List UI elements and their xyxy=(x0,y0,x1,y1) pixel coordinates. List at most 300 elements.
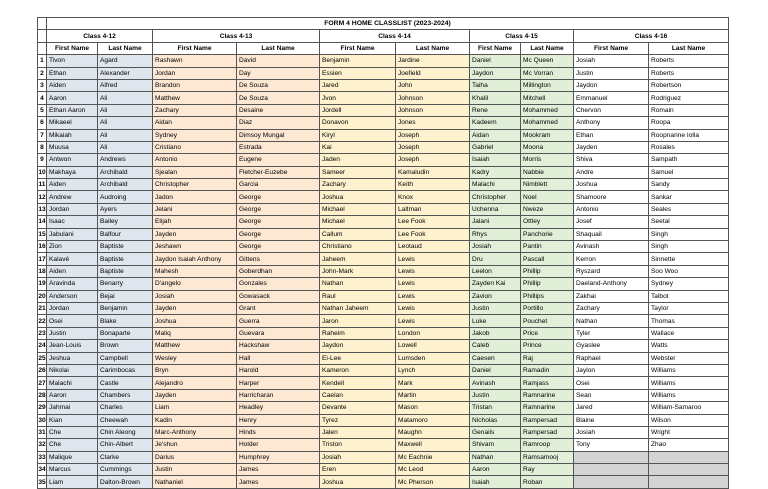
last-name-cell: Wilson xyxy=(649,414,729,426)
first-name-cell: Jean-Louis xyxy=(47,340,98,352)
last-name-cell: Sampath xyxy=(649,154,729,166)
last-name-cell: George xyxy=(237,203,320,215)
first-name-cell: Rene xyxy=(470,104,521,116)
first-name-cell: Jalen xyxy=(320,426,396,438)
first-name-cell: Aaron xyxy=(47,389,98,401)
last-name-cell: Joseph xyxy=(396,129,470,141)
last-name-cell: Noel xyxy=(521,191,574,203)
first-name-cell: Justin xyxy=(153,464,237,476)
empty-cell xyxy=(574,476,649,488)
row-number: 18 xyxy=(38,265,47,277)
last-name-cell: Mc Eachnie xyxy=(396,451,470,463)
first-name-cell: Joshua xyxy=(574,179,649,191)
last-name-cell: Ali xyxy=(98,129,153,141)
corner-cell xyxy=(38,42,47,54)
last-name-cell: Keith xyxy=(396,179,470,191)
first-name-cell: Jaydon xyxy=(320,340,396,352)
first-name-cell: Daeland-Anthony xyxy=(574,278,649,290)
last-name-cell: Roopa xyxy=(649,117,729,129)
last-name-cell: George xyxy=(237,241,320,253)
first-name-cell: Justin xyxy=(470,302,521,314)
first-name-cell: Triston xyxy=(320,439,396,451)
last-name-cell: Martin xyxy=(396,389,470,401)
first-name-cell: Aiden xyxy=(47,79,98,91)
first-name-cell: Leelon xyxy=(470,265,521,277)
first-name-cell: Nikolai xyxy=(47,364,98,376)
last-name-cell: Dimsoy Mungal xyxy=(237,129,320,141)
row-number: 30 xyxy=(38,414,47,426)
last-name-cell: Gonzales xyxy=(237,278,320,290)
last-name-cell: Joseph xyxy=(396,154,470,166)
last-name-cell: Matamoro xyxy=(396,414,470,426)
first-name-cell: Liam xyxy=(47,476,98,488)
last-name-cell: Sankar xyxy=(649,191,729,203)
table-row xyxy=(38,141,729,153)
first-name-cell: Jordan xyxy=(47,203,98,215)
last-name-cell: Price xyxy=(521,327,574,339)
first-name-cell: Taiha xyxy=(470,79,521,91)
table-row xyxy=(38,253,729,265)
table-row xyxy=(38,352,729,364)
first-name-cell: Gabriel xyxy=(470,141,521,153)
first-name-cell: Josiah xyxy=(320,451,396,463)
first-name-cell: Matthew xyxy=(153,340,237,352)
first-name-cell: Avinash xyxy=(470,377,521,389)
first-name-cell: Joshua xyxy=(320,476,396,488)
first-name-cell: Isaiah xyxy=(470,476,521,488)
last-name-cell: Chin Aleong xyxy=(98,426,153,438)
first-name-header: First Name xyxy=(153,42,237,54)
last-name-cell: Andrews xyxy=(98,154,153,166)
first-name-cell: Zachary xyxy=(153,104,237,116)
last-name-cell: Mason xyxy=(396,402,470,414)
last-name-cell: Leotaud xyxy=(396,241,470,253)
first-name-cell: Nicholas xyxy=(470,414,521,426)
last-name-cell: Archibald xyxy=(98,166,153,178)
last-name-cell: Archibald xyxy=(98,179,153,191)
first-name-cell: Josiah xyxy=(574,426,649,438)
first-name-cell: Elijah xyxy=(153,216,237,228)
last-name-cell: Castle xyxy=(98,377,153,389)
last-name-cell: Gowasack xyxy=(237,290,320,302)
last-name-cell: Ali xyxy=(98,104,153,116)
last-name-cell: Singh xyxy=(649,228,729,240)
first-name-cell: Christiano xyxy=(320,241,396,253)
first-name-cell: Jaheem xyxy=(320,253,396,265)
first-name-cell: Dru xyxy=(470,253,521,265)
first-name-cell: Isaiah xyxy=(470,154,521,166)
table-row xyxy=(38,55,729,67)
table-row xyxy=(38,315,729,327)
row-number: 22 xyxy=(38,315,47,327)
first-name-cell: Sydney xyxy=(153,129,237,141)
last-name-cell: Williams xyxy=(649,377,729,389)
first-name-cell: Kalavé xyxy=(47,253,98,265)
last-name-cell: Mc Queen xyxy=(521,55,574,67)
last-name-cell: Zhao xyxy=(649,439,729,451)
last-name-cell: Rampersad xyxy=(521,426,574,438)
last-name-cell: Ottley xyxy=(521,216,574,228)
first-name-cell: Kian xyxy=(47,414,98,426)
row-number: 19 xyxy=(38,278,47,290)
first-name-cell: Jabulani xyxy=(47,228,98,240)
row-number: 29 xyxy=(38,402,47,414)
first-name-cell: Jaron xyxy=(320,315,396,327)
last-name-cell: Holder xyxy=(237,439,320,451)
empty-cell xyxy=(574,464,649,476)
first-name-cell: Che xyxy=(47,426,98,438)
last-name-cell: Chambers xyxy=(98,389,153,401)
first-name-cell: Nathan xyxy=(574,315,649,327)
first-name-cell: Kerron xyxy=(574,253,649,265)
first-name-cell: Genaiis xyxy=(470,426,521,438)
first-name-cell: Ethan Aaron xyxy=(47,104,98,116)
last-name-cell: Watts xyxy=(649,340,729,352)
table-row xyxy=(38,104,729,116)
last-name-cell: Johnson xyxy=(396,104,470,116)
last-name-cell: Ramnarine xyxy=(521,402,574,414)
table-row xyxy=(38,241,729,253)
last-name-cell: Hinds xyxy=(237,426,320,438)
last-name-cell: Goberdhan xyxy=(237,265,320,277)
first-name-header: First Name xyxy=(320,42,396,54)
last-name-cell: Morris xyxy=(521,154,574,166)
table-row xyxy=(38,327,729,339)
first-name-cell: Zayden Kai xyxy=(470,278,521,290)
first-name-cell: Benjamin xyxy=(320,55,396,67)
table-row xyxy=(38,166,729,178)
first-name-cell: Isaac xyxy=(47,216,98,228)
table-row xyxy=(38,228,729,240)
row-number: 5 xyxy=(38,104,47,116)
first-name-cell: Luke xyxy=(470,315,521,327)
first-name-cell: Caleb xyxy=(470,340,521,352)
first-name-cell: Michael xyxy=(320,216,396,228)
first-name-cell: Kameron xyxy=(320,364,396,376)
last-name-header: Last Name xyxy=(396,42,470,54)
last-name-cell: Bonaparte xyxy=(98,327,153,339)
first-name-cell: Aidan xyxy=(153,117,237,129)
table-row xyxy=(38,439,729,451)
first-name-cell: Anderson xyxy=(47,290,98,302)
first-name-cell: Joshua xyxy=(153,315,237,327)
first-name-cell: Tyler xyxy=(574,327,649,339)
last-name-cell: Ramnarine xyxy=(521,389,574,401)
first-name-cell: Kiryl xyxy=(320,129,396,141)
last-name-cell: Portillo xyxy=(521,302,574,314)
last-name-cell: Alexander xyxy=(98,67,153,79)
class-header-4-14: Class 4-14 xyxy=(320,30,470,42)
last-name-cell: Charles xyxy=(98,402,153,414)
row-number: 2 xyxy=(38,67,47,79)
first-name-cell: Antonio xyxy=(574,203,649,215)
table-row xyxy=(38,278,729,290)
last-name-cell: Baptiste xyxy=(98,241,153,253)
first-name-header: First Name xyxy=(47,42,98,54)
last-name-cell: Pantin xyxy=(521,241,574,253)
last-name-cell: Lumsden xyxy=(396,352,470,364)
last-name-cell: Humphrey xyxy=(237,451,320,463)
first-name-cell: Raul xyxy=(320,290,396,302)
table-row xyxy=(38,67,729,79)
first-name-cell: Shivam xyxy=(470,439,521,451)
first-name-cell: Ryszard xyxy=(574,265,649,277)
first-name-cell: Aidan xyxy=(470,129,521,141)
row-number: 23 xyxy=(38,327,47,339)
last-name-cell: Pascall xyxy=(521,253,574,265)
first-name-cell: Aiden xyxy=(47,179,98,191)
first-name-cell: Nathaniel xyxy=(153,476,237,488)
first-name-cell: Essien xyxy=(320,67,396,79)
first-name-cell: Jared xyxy=(320,79,396,91)
last-name-cell: Lewis xyxy=(396,265,470,277)
first-name-cell: Kadry xyxy=(470,166,521,178)
last-name-cell: Cheewah xyxy=(98,414,153,426)
first-name-cell: Shiva xyxy=(574,154,649,166)
table-row xyxy=(38,464,729,476)
last-name-cell: Fletcher-Euzebe xyxy=(237,166,320,178)
first-name-cell: Kai xyxy=(320,141,396,153)
row-number: 27 xyxy=(38,377,47,389)
last-name-cell: Ray xyxy=(521,464,574,476)
last-name-cell: Bejai xyxy=(98,290,153,302)
empty-cell xyxy=(574,451,649,463)
last-name-cell: Mohammed xyxy=(521,117,574,129)
first-name-cell: Gyaslee xyxy=(574,340,649,352)
first-name-cell: Caelan xyxy=(320,389,396,401)
first-name-cell: Raphael xyxy=(574,352,649,364)
first-name-cell: Jordell xyxy=(320,104,396,116)
first-name-cell: Jeshua xyxy=(47,352,98,364)
first-name-cell: Osei xyxy=(47,315,98,327)
last-name-cell: Seetal xyxy=(649,216,729,228)
last-name-cell: Roberts xyxy=(649,55,729,67)
table-row xyxy=(38,426,729,438)
last-name-cell: De Souza xyxy=(237,92,320,104)
first-name-cell: Justin xyxy=(47,327,98,339)
table-row xyxy=(38,290,729,302)
first-name-cell: Emmanuel xyxy=(574,92,649,104)
first-name-cell: Jakob xyxy=(470,327,521,339)
last-name-cell: Hall xyxy=(237,352,320,364)
first-name-cell: Shamoore xyxy=(574,191,649,203)
first-name-cell: Jadon xyxy=(153,191,237,203)
first-name-cell: Maliq xyxy=(153,327,237,339)
last-name-cell: Knox xyxy=(396,191,470,203)
last-name-cell: Moona xyxy=(521,141,574,153)
last-name-cell: Wright xyxy=(649,426,729,438)
row-number: 35 xyxy=(38,476,47,488)
last-name-cell: Agard xyxy=(98,55,153,67)
last-name-cell: Hackshaw xyxy=(237,340,320,352)
first-name-cell: Nathan xyxy=(470,451,521,463)
table-row xyxy=(38,191,729,203)
last-name-cell: Sinnette xyxy=(649,253,729,265)
sheet-title: FORM 4 HOME CLASSLIST (2023-2024) xyxy=(47,18,729,30)
first-name-cell: Kendell xyxy=(320,377,396,389)
last-name-cell: Guevara xyxy=(237,327,320,339)
table-row xyxy=(38,451,729,463)
row-number: 10 xyxy=(38,166,47,178)
last-name-cell: Lee Fook xyxy=(396,216,470,228)
last-name-cell: Romain xyxy=(649,104,729,116)
last-name-cell: Sydney xyxy=(649,278,729,290)
last-name-cell: David xyxy=(237,55,320,67)
last-name-cell: Guerra xyxy=(237,315,320,327)
last-name-cell: Lewis xyxy=(396,290,470,302)
first-name-cell: Jayden xyxy=(574,141,649,153)
row-number: 20 xyxy=(38,290,47,302)
first-name-cell: Andre xyxy=(574,166,649,178)
row-number: 33 xyxy=(38,451,47,463)
first-name-cell: Sameer xyxy=(320,166,396,178)
first-name-cell: Jeshawn xyxy=(153,241,237,253)
first-name-cell: Mikaeel xyxy=(47,117,98,129)
table-row xyxy=(38,364,729,376)
first-name-cell: Daniel xyxy=(470,55,521,67)
class-header-4-12: Class 4-12 xyxy=(47,30,153,42)
table-row xyxy=(38,476,729,488)
last-name-cell: Rosales xyxy=(649,141,729,153)
first-name-cell: Wesley xyxy=(153,352,237,364)
last-name-cell: Samuel xyxy=(649,166,729,178)
first-name-cell: Jaylon xyxy=(574,364,649,376)
first-name-cell: Ethan xyxy=(574,129,649,141)
last-name-cell: Cummings xyxy=(98,464,153,476)
last-name-cell: Harricharan xyxy=(237,389,320,401)
table-row xyxy=(38,216,729,228)
classlist-table xyxy=(37,17,729,489)
first-name-cell: Jaydon Isaiah Anthony xyxy=(153,253,237,265)
last-name-cell: Joseph xyxy=(396,141,470,153)
first-name-cell: Aaron xyxy=(47,92,98,104)
last-name-cell: Carimbocas xyxy=(98,364,153,376)
last-name-cell: Nweze xyxy=(521,203,574,215)
last-name-cell: Soo Woo xyxy=(649,265,729,277)
last-name-cell: Ramsamooj xyxy=(521,451,574,463)
first-name-cell: Jelani xyxy=(153,203,237,215)
row-number: 8 xyxy=(38,141,47,153)
last-name-cell: Lewis xyxy=(396,253,470,265)
first-name-cell: Sjealan xyxy=(153,166,237,178)
last-name-cell: Dalton-Brown xyxy=(98,476,153,488)
last-name-cell: Panchorie xyxy=(521,228,574,240)
row-number: 25 xyxy=(38,352,47,364)
first-name-cell: Darius xyxy=(153,451,237,463)
row-number: 13 xyxy=(38,203,47,215)
first-name-cell: Aaron xyxy=(470,464,521,476)
first-name-cell: Nathan Jaheem xyxy=(320,302,396,314)
last-name-cell: George xyxy=(237,216,320,228)
last-name-cell: London xyxy=(396,327,470,339)
first-name-cell: Jaden xyxy=(320,154,396,166)
row-number: 9 xyxy=(38,154,47,166)
corner-cell xyxy=(38,30,47,42)
first-name-cell: Joshua xyxy=(320,191,396,203)
first-name-cell: Aiden xyxy=(47,265,98,277)
empty-cell xyxy=(649,464,729,476)
first-name-cell: Che xyxy=(47,439,98,451)
first-name-cell: Anthony xyxy=(574,117,649,129)
last-name-cell: Mookram xyxy=(521,129,574,141)
row-number: 31 xyxy=(38,426,47,438)
last-name-cell: Phillips xyxy=(521,290,574,302)
last-name-cell: Roberts xyxy=(649,67,729,79)
last-name-cell: Eugene xyxy=(237,154,320,166)
table-row xyxy=(38,117,729,129)
first-name-cell: Mahesh xyxy=(153,265,237,277)
row-number: 17 xyxy=(38,253,47,265)
first-name-cell: Blaine xyxy=(574,414,649,426)
first-name-cell: Zavion xyxy=(470,290,521,302)
table-row xyxy=(38,377,729,389)
last-name-cell: Joefield xyxy=(396,67,470,79)
first-name-cell: Christopher xyxy=(470,191,521,203)
last-name-cell: Webster xyxy=(649,352,729,364)
last-name-cell: Roban xyxy=(521,476,574,488)
first-name-cell: Marcus xyxy=(47,464,98,476)
first-name-cell: Uchenna xyxy=(470,203,521,215)
last-name-cell: Henry xyxy=(237,414,320,426)
first-name-cell: Kadeem xyxy=(470,117,521,129)
last-name-cell: Brown xyxy=(98,340,153,352)
first-name-cell: Christopher xyxy=(153,179,237,191)
first-name-cell: Antonio xyxy=(153,154,237,166)
row-number: 3 xyxy=(38,79,47,91)
row-number: 34 xyxy=(38,464,47,476)
last-name-cell: Prince xyxy=(521,340,574,352)
table-row xyxy=(38,389,729,401)
first-name-cell: Matthew xyxy=(153,92,237,104)
last-name-cell: Kamaludin xyxy=(396,166,470,178)
class-header-4-15: Class 4-15 xyxy=(470,30,574,42)
first-name-cell: Jared xyxy=(574,402,649,414)
last-name-cell: Nimblett xyxy=(521,179,574,191)
last-name-cell: Phillip xyxy=(521,278,574,290)
last-name-cell: Harold xyxy=(237,364,320,376)
first-name-cell: Shaquail xyxy=(574,228,649,240)
first-name-cell: Raheim xyxy=(320,327,396,339)
last-name-cell: Robertson xyxy=(649,79,729,91)
last-name-cell: Williams xyxy=(649,389,729,401)
last-name-cell: Maughn xyxy=(396,426,470,438)
table-row xyxy=(38,402,729,414)
last-name-cell: Alfred xyxy=(98,79,153,91)
first-name-cell: John-Mark xyxy=(320,265,396,277)
last-name-cell: Headley xyxy=(237,402,320,414)
last-name-cell: Lowell xyxy=(396,340,470,352)
first-name-cell: Aravinda xyxy=(47,278,98,290)
first-name-cell: Malique xyxy=(47,451,98,463)
class-header-4-13: Class 4-13 xyxy=(153,30,320,42)
last-name-cell: Ali xyxy=(98,141,153,153)
first-name-cell: Rhys xyxy=(470,228,521,240)
last-name-cell: Ramroop xyxy=(521,439,574,451)
first-name-cell: Kadin xyxy=(153,414,237,426)
row-number: 26 xyxy=(38,364,47,376)
first-name-cell: Rashawn xyxy=(153,55,237,67)
last-name-cell: Jones xyxy=(396,117,470,129)
first-name-cell: Zakhai xyxy=(574,290,649,302)
corner-cell xyxy=(38,18,47,30)
last-name-cell: Seales xyxy=(649,203,729,215)
first-name-cell: Antwon xyxy=(47,154,98,166)
last-name-cell: Mc Leod xyxy=(396,464,470,476)
first-name-cell: Jayden xyxy=(153,389,237,401)
last-name-cell: Mitchell xyxy=(521,92,574,104)
last-name-cell: De Souza xyxy=(237,79,320,91)
last-name-cell: Mark xyxy=(396,377,470,389)
